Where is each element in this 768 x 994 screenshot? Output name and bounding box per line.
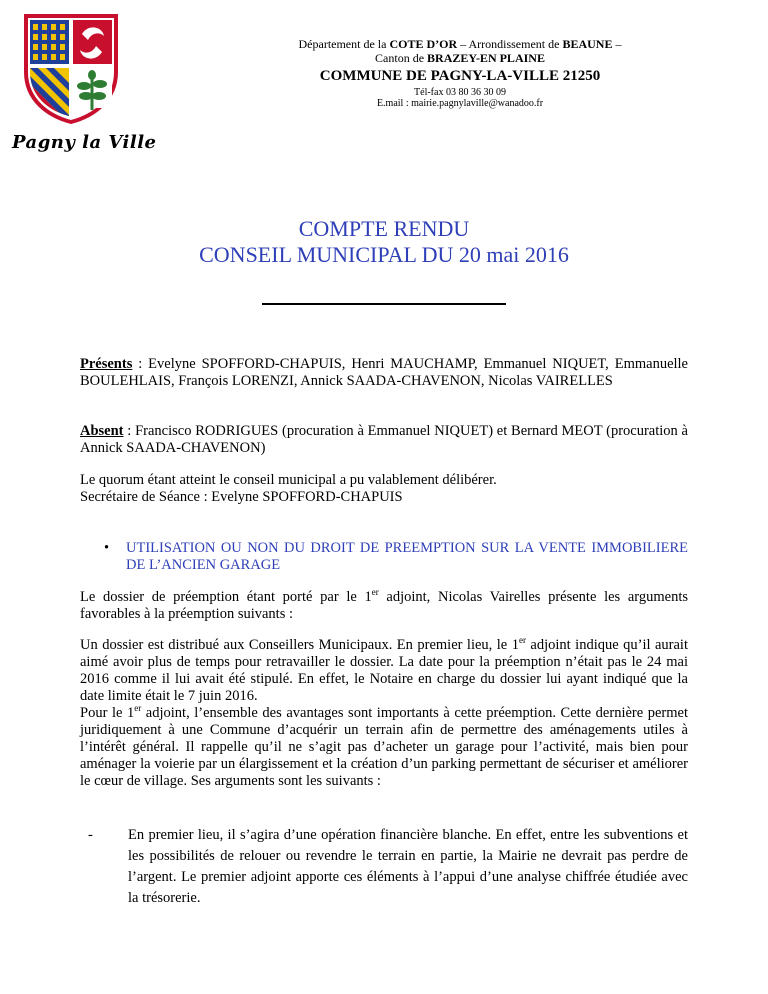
intro-paragraph: Le dossier de préemption étant porté par le 1er adjoint, Nicolas Vairelles présente les arguments favorables à la préemption suivants : (80, 587, 688, 622)
absent-label: Absent (80, 423, 124, 439)
body-paragraph (80, 637, 688, 790)
coat-of-arms-icon (22, 12, 120, 126)
department-line: Département de la COTE D’OR – Arrondissement de BEAUNE – (298, 37, 622, 51)
commune-name: COMMUNE DE PAGNY-LA-VILLE 21250 (319, 67, 601, 84)
agenda-item (104, 540, 688, 574)
absent-text: : Francisco RODRIGUES (procuration à Emmanuel NIQUET) et Bernard MEOT (procuration à Annick SAADA-CHAVENON) (80, 423, 688, 456)
agenda-item-text: UTILISATION OU NON DU DROIT DE PREEMPTION SUR LA VENTE IMMOBILIERE DE L’ANCIEN GARAGE (126, 540, 688, 573)
presents-label: Présents (80, 356, 133, 372)
phone-line: Tél-fax 03 80 36 30 09 (414, 86, 506, 98)
argument-list-item (80, 825, 688, 909)
town-logo-text: Pagny la Ville (12, 132, 157, 153)
dash-icon: - (88, 827, 93, 843)
title-line-1: COMPTE RENDU (298, 216, 470, 241)
secretary-line: Secrétaire de Séance : Evelyne SPOFFORD-CHAPUIS (80, 489, 403, 505)
letterhead (230, 38, 690, 110)
title-line-2: CONSEIL MUNICIPAL DU 20 mai 2016 (199, 242, 569, 268)
canton-line: Canton de BRAZEY-EN PLAINE (375, 50, 545, 65)
document-title (0, 216, 768, 269)
presents-text: : Evelyne SPOFFORD-CHAPUIS, Henri MAUCHAMP, Emmanuel NIQUET, Emmanuelle BOULEHLAIS, François LORENZI, Annick SAADA-CHAVENON, Nicolas VAIRELLES (80, 356, 688, 389)
quorum-paragraph (80, 472, 688, 506)
presents-paragraph (80, 356, 688, 390)
email-line: E.mail : mairie.pagnylaville@wanadoo.fr (376, 98, 544, 110)
quorum-line: Le quorum étant atteint le conseil municipal a pu valablement délibérer. (80, 472, 497, 488)
body-paragraph-2: Pour le 1er adjoint, l’ensemble des avantages sont importants à cette préemption. Cette dernière permet juridiquement à une Commune d’acquérir un terrain afin de permettre des aménagements utiles à l’intérêt général. Il rappelle qu’il ne s’agit pas d’acheter un garage pour l’activité, mais bien pour aménager la voierie par un élargissement et la création d’un parking permettant de sécuriser et améliorer le cœur de village. Ses arguments sont les suivants : (80, 703, 688, 789)
title-divider (262, 303, 506, 305)
bullet-icon: • (104, 540, 110, 556)
body-paragraph-1: Un dossier est distribué aux Conseillers Municipaux. En premier lieu, le 1er adjoint indique qu’il aurait aimé avoir plus de temps pour retravailler le dossier. La date pour la préemption n’était pas le 24 mai 2016 comme il lui avait été stipulé. En effet, le Notaire en charge du dossier lui ayant indiqué que la date limite était le 7 juin 2016. (80, 635, 688, 704)
absent-paragraph (80, 423, 688, 457)
argument-text: En premier lieu, il s’agira d’une opération financière blanche. En effet, entre les subventions et les possibilités de relouer ou revendre le terrain en partie, la Mairie ne devrait pas perdre de l’argent. Le premier adjoint apporte ces éléments à l’appui d’une analyse chiffrée étudiée avec la trésorerie. (128, 827, 688, 906)
